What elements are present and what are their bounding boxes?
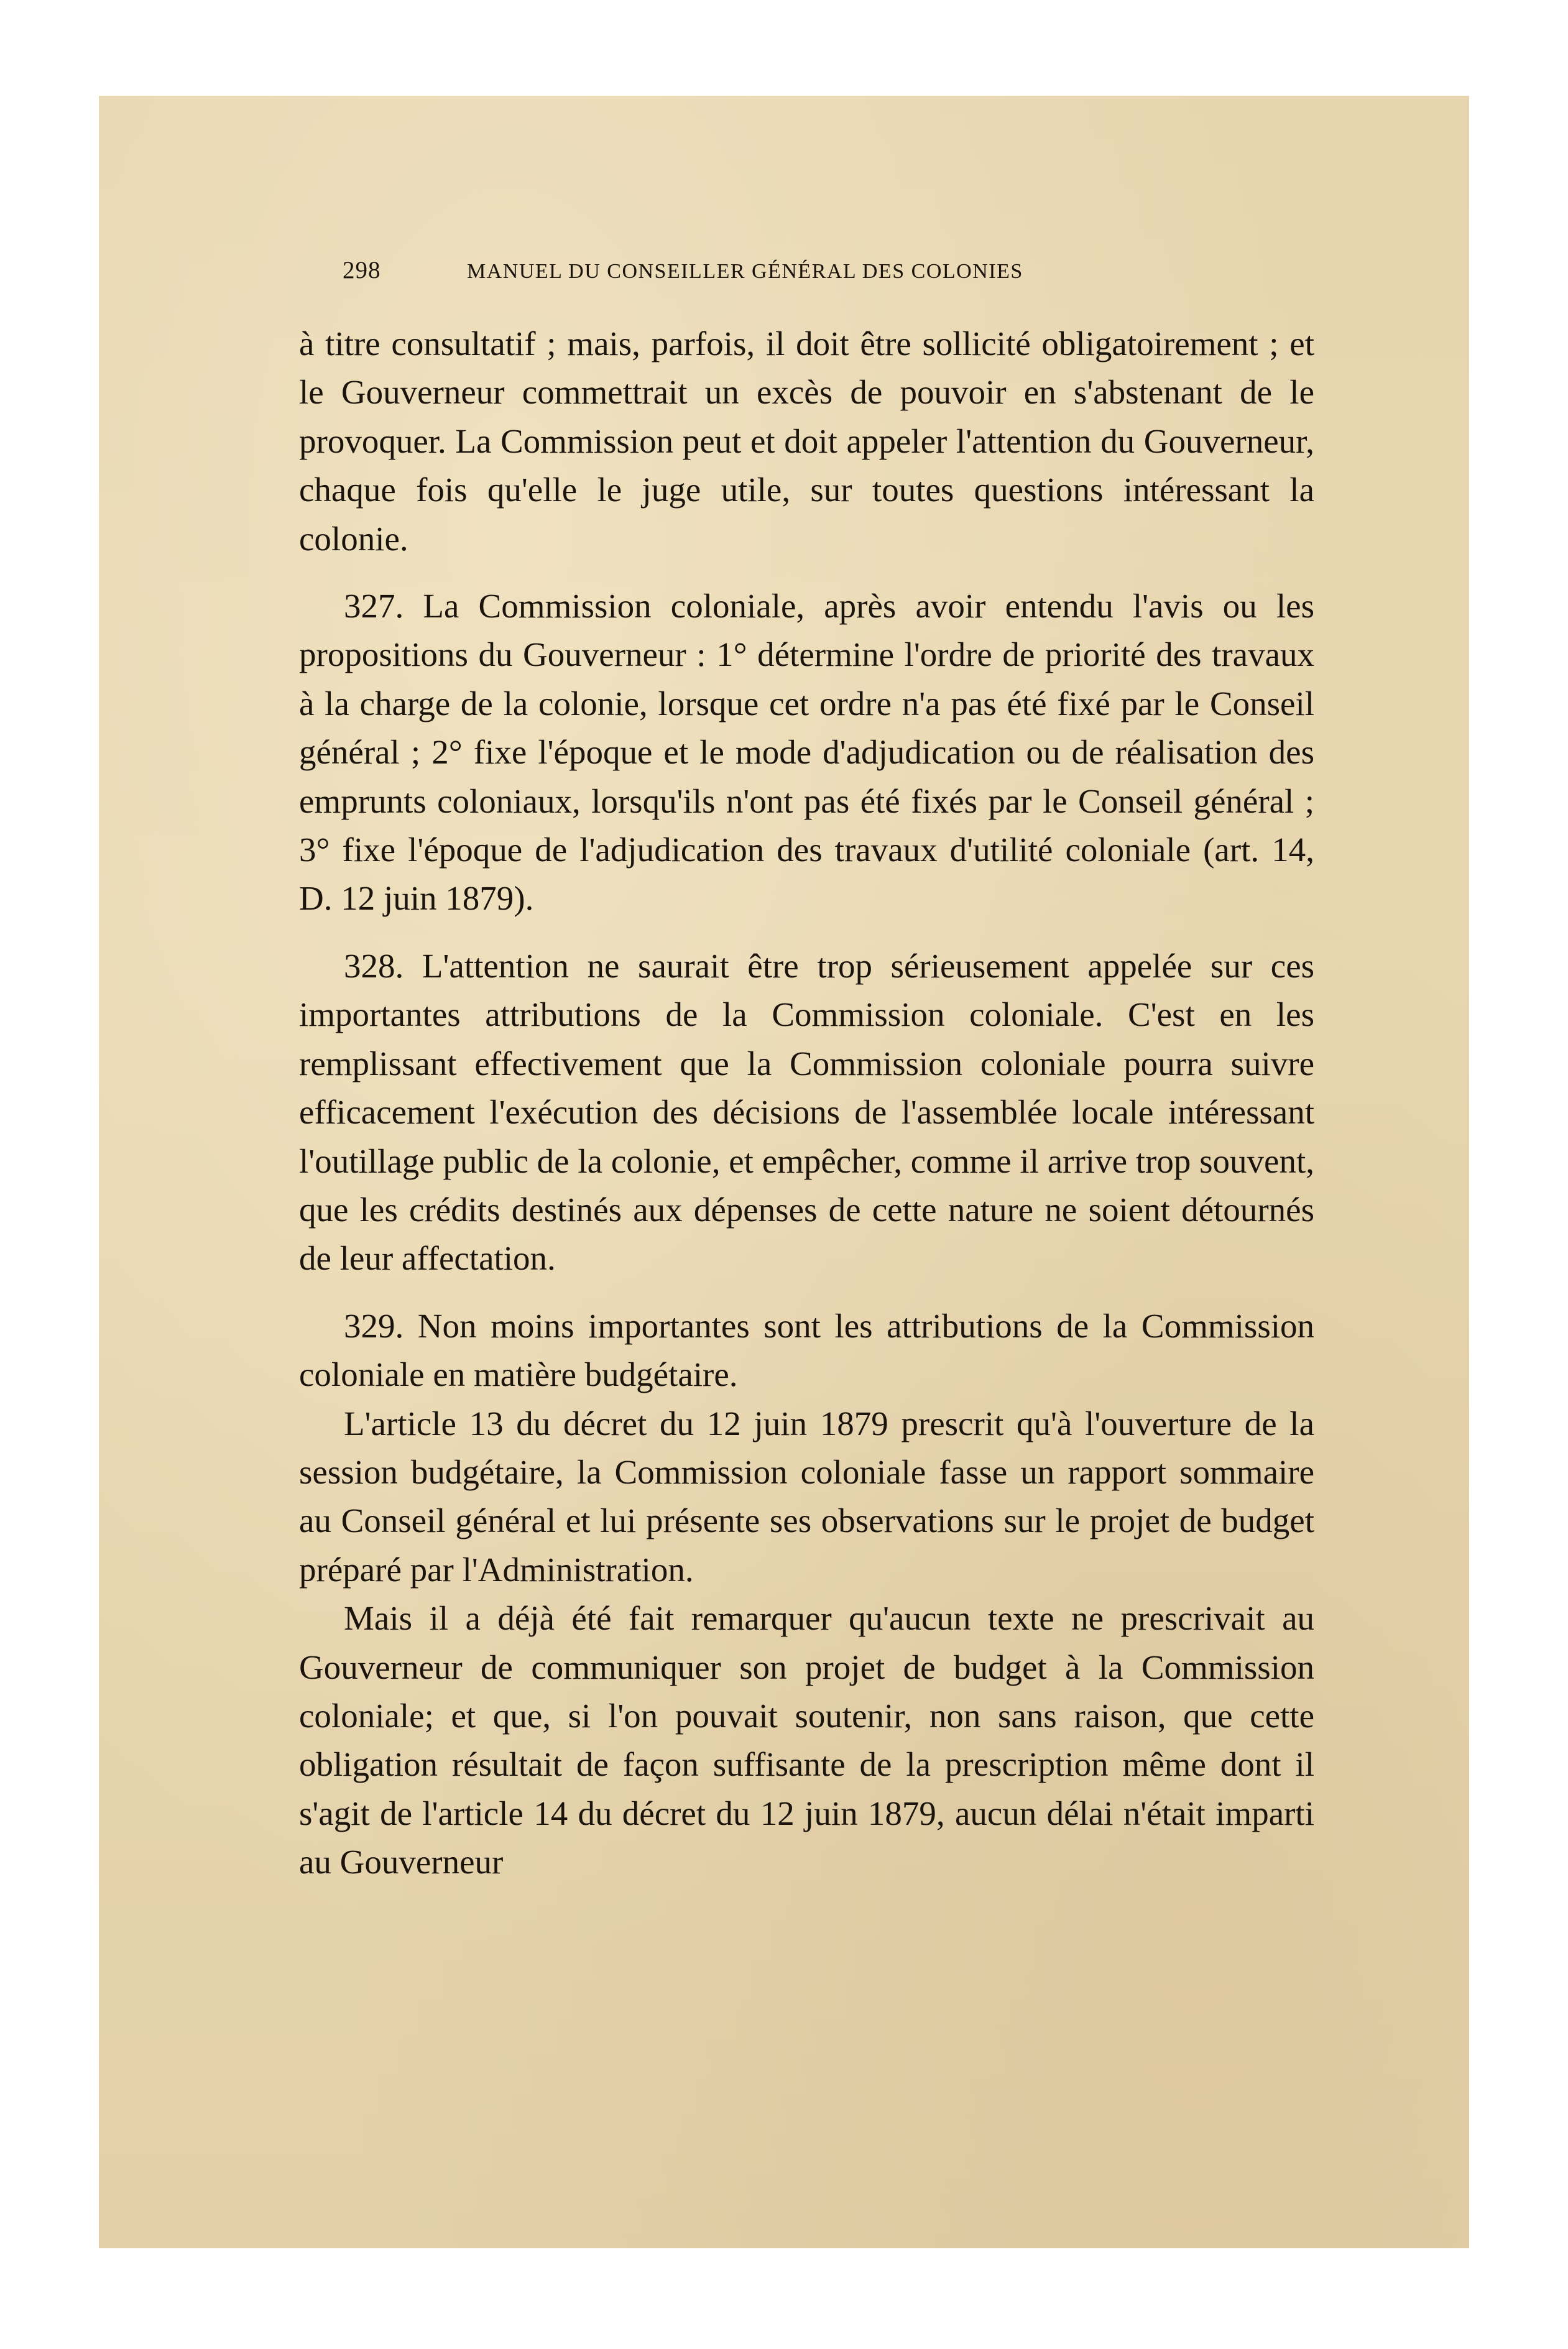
paragraph-text: Mais il a déjà été fait remarquer qu'aucun texte ne prescrivait au Gouverneur de communiquer son projet de budget à la Commission coloniale; et que, si l'on pouvait soutenir, non sans raison, que cette obligation résultait de façon suffisante de la prescription même dont il s'agit de l'article 14 du décret du 12 juin 1879, aucun délai n'était imparti au Gouverneur xyxy=(299,1599,1314,1881)
paragraph-327 xyxy=(299,582,1314,923)
running-title: MANUEL DU CONSEILLER GÉNÉRAL DES COLONIES xyxy=(467,260,1023,283)
paragraph-number: 328. xyxy=(344,946,404,985)
paragraph-text: L'article 13 du décret du 12 juin 1879 prescrit qu'à l'ouverture de la session budgétaire, la Commission coloniale fasse un rapport sommaire au Conseil général et lui présente ses observations sur le projet de budget préparé par l'Administration. xyxy=(299,1404,1314,1589)
paragraph-329 xyxy=(299,1302,1314,1400)
paragraph-text: L'attention ne saurait être trop sérieusement appelée sur ces importantes attributions de la Commission coloniale. C'est en les remplissant effectivement que la Commission coloniale pourra suivre efficacement l'exécution des décisions de l'assemblée locale intéressant l'outillage public de la colonie, et empêcher, comme il arrive trop souvent, que les crédits destinés aux dépenses de cette nature ne soient détournés de leur affectation. xyxy=(299,946,1315,1278)
paragraph-text: à titre consultatif ; mais, parfois, il doit être sollicité obligatoirement ; et le Gouverneur commettrait un excès de pouvoir en s'abstenant de le provoquer. La Commission peut et doit appeler l'attention du Gouverneur, chaque fois qu'elle le juge utile, sur toutes questions intéressant la colonie. xyxy=(299,325,1314,558)
body-text xyxy=(299,320,1314,1887)
paragraph-number: 329. xyxy=(344,1306,404,1345)
scanned-page xyxy=(99,96,1469,2248)
page-number: 298 xyxy=(343,257,381,284)
paragraph-article-13 xyxy=(299,1400,1314,1595)
paragraph-number: 327. xyxy=(344,587,404,625)
running-head xyxy=(343,256,1257,293)
paragraph-text: La Commission coloniale, après avoir entendu l'avis ou les propositions du Gouverneur : 1° détermine l'ordre de priorité des travaux à la charge de la colonie, lorsque cet ordre n'a pas été fixé par le Conseil général ; 2° fixe l'époque et le mode d'adjudication ou de réalisation des emprunts coloniaux, lorsqu'ils n'ont pas été fixés par le Conseil général ; 3° fixe l'époque de l'adjudication des travaux d'utilité coloniale (art. 14, D. 12 juin 1879). xyxy=(299,587,1314,918)
paragraph-328 xyxy=(299,942,1314,1283)
paragraph-continuation xyxy=(299,320,1314,563)
paragraph-remark xyxy=(299,1594,1314,1886)
paragraph-text: Non moins importantes sont les attributions de la Commission coloniale en matière budgétaire. xyxy=(299,1306,1315,1394)
